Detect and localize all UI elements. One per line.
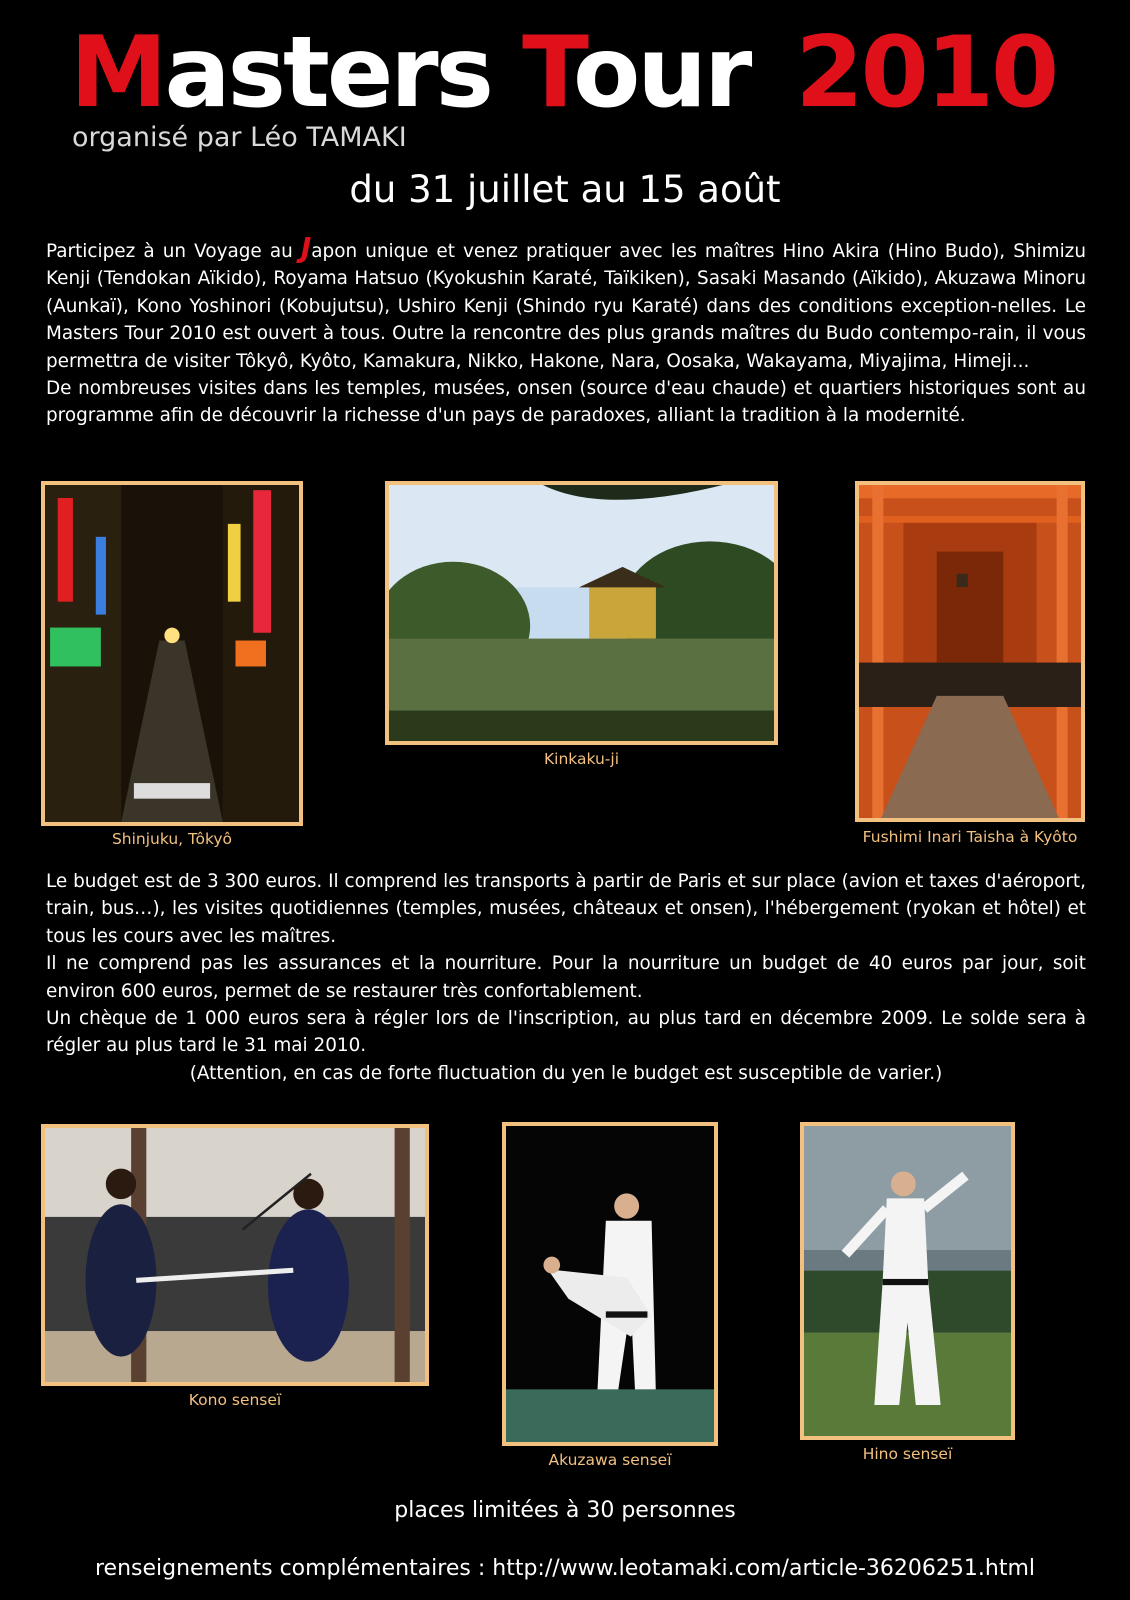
- title-year: 2010: [795, 16, 1057, 130]
- intro-part1: Participez à un Voyage au: [46, 241, 301, 262]
- caption-kono-sensei: Kono senseï: [188, 1391, 282, 1409]
- intro-part2: apon unique et venez pratiquer avec les maîtres Hino Akira (Hino Budo), Shimizu Kenji (Tendokan Aïkido), Royama Hatsuo (Kyokushin Karaté, Taïkiken), Sasaki Masando (Aïkido), Akuzawa Minoru (Aunkaï), Kono Yoshinori (Kobujutsu), Ushiro Kenji (Shindo ryu Karaté) dans des conditions exception-nelles. Le Masters Tour 2010 est ouvert à tous. Outre la rencontre des plus grands maîtres du Budo contempo-rain, il vous permettra de visiter Tôkyô, Kyôto, Kamakura, Nikko, Hakone, Nara, Oosaka, Wakayama, Miyajima, Himeji...: [46, 241, 1086, 372]
- caption-hino-sensei: Hino senseï: [862, 1445, 953, 1463]
- poster-title: [70, 18, 1070, 128]
- tour-dates: du 31 juillet au 15 août: [349, 168, 781, 211]
- participant-limit: places limitées à 30 personnes: [394, 1498, 736, 1523]
- budget-p2: Il ne comprend pas les assurances et la nourriture. Pour la nourriture un budget de 40 euros par jour, soit environ 600 euros, permet de se restaurer très confortablement.: [46, 953, 1086, 1002]
- intro-part3: De nombreuses visites dans les temples, musées, onsen (source d'eau chaude) et quartiers historiques sont au programme afin de découvrir la richesse d'un pays de paradoxes, alliant la tradition à la modernité.: [46, 378, 1086, 427]
- budget-p1: Le budget est de 3 300 euros. Il comprend les transports à partir de Paris et sur place (avion et taxes d'aéroport, train, bus…), les visites quotidiennes (temples, musées, châteaux et onsen), l'hébergement (ryokan et hôtel) et tous les cours avec les maîtres.: [46, 871, 1086, 947]
- photo-shinjuku: [41, 481, 303, 826]
- photo-fushimi-inari: [855, 481, 1085, 822]
- caption-shinjuku: Shinjuku, Tôkyô: [111, 830, 233, 848]
- photo-hino-sensei: [800, 1122, 1015, 1440]
- budget-p3: Un chèque de 1 000 euros sera à régler lors de l'inscription, au plus tard en décembre 2009. Le solde sera à régler au plus tard le 31 mai 2010.: [46, 1008, 1086, 1057]
- photo-akuzawa-sensei: [502, 1122, 718, 1446]
- photo-kinkakuji: [385, 481, 778, 745]
- title-word-asters: asters: [164, 16, 523, 130]
- intro-japon-initial: J: [300, 231, 312, 264]
- photo-kono-sensei: [41, 1124, 429, 1386]
- more-info-link[interactable]: renseignements complémentaires : http://www.leotamaki.com/article-36206251.html: [94, 1556, 1036, 1581]
- title-letter-t: T: [522, 16, 573, 130]
- caption-kinkakuji: Kinkaku-ji: [543, 750, 620, 768]
- caption-akuzawa-sensei: Akuzawa senseï: [548, 1451, 672, 1469]
- budget-note: (Attention, en cas de forte fluctuation du yen le budget est susceptible de varier.): [189, 1062, 943, 1084]
- organizer-line: organisé par Léo TAMAKI: [72, 122, 407, 153]
- title-letter-m: M: [70, 16, 165, 130]
- budget-text: [46, 868, 1086, 1087]
- intro-text: [46, 231, 1086, 430]
- caption-fushimi-inari: Fushimi Inari Taisha à Kyôto: [862, 828, 1078, 846]
- title-word-our: our: [572, 16, 750, 130]
